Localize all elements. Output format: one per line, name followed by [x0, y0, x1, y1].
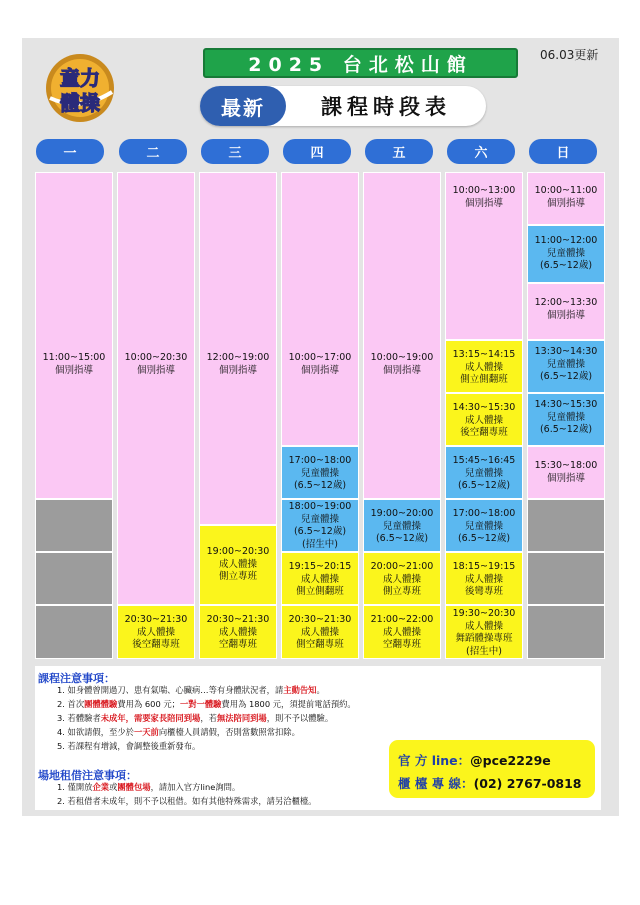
course-notes-title: 課程注意事項： — [38, 672, 115, 685]
schedule-slot: 14:30~15:30 兒童體操 (6.5~12歲) — [527, 393, 605, 446]
schedule-slot: 10:00~13:00 個別指導 — [445, 172, 523, 340]
day-header-thu: 四 — [283, 139, 351, 164]
update-date: 06.03更新 — [540, 48, 599, 62]
schedule-slot: 19:00~20:00 兒童體操 (6.5~12歲) — [363, 499, 441, 552]
schedule-slot: 20:30~21:30 成人體操 後空翻專班 — [117, 605, 195, 659]
schedule-slot: 10:00~11:00 個別指導 — [527, 172, 605, 225]
course-note-4: 4. 如欲請假，至少於一天前向櫃檯人員請假，否則當數照常扣除。 — [57, 727, 300, 737]
schedule-slot: 19:15~20:15 成人體操 側立側翻班 — [281, 552, 359, 605]
schedule-slot: 19:30~20:30 成人體操 舞蹈體操專班 (招生中) — [445, 605, 523, 659]
closed-slot — [35, 552, 113, 605]
schedule-slot: 20:30~21:30 成人體操 空翻專班 — [199, 605, 277, 659]
schedule-slot: 19:00~20:30 成人體操 側立專班 — [199, 525, 277, 605]
day-header-sun: 日 — [529, 139, 597, 164]
schedule-slot: 14:30~15:30 成人體操 後空翻專班 — [445, 393, 523, 446]
schedule-slot: 20:30~21:30 成人體操 側空翻專班 — [281, 605, 359, 659]
svg-text:體操: 體操 — [60, 91, 100, 115]
schedule-slot: 20:00~21:00 成人體操 側立專班 — [363, 552, 441, 605]
venue-notes-title: 場地租借注意事項： — [38, 769, 137, 782]
schedule-slot: 18:15~19:15 成人體操 後彎專班 — [445, 552, 523, 605]
subtitle-badge: 最新 — [200, 86, 286, 126]
course-note-5: 5. 若課程有增減，會調整後重新發布。 — [57, 741, 201, 751]
closed-slot — [35, 499, 113, 552]
closed-slot — [527, 499, 605, 552]
schedule-slot: 21:00~22:00 成人體操 空翻專班 — [363, 605, 441, 659]
schedule-slot: 10:00~19:00 個別指導 — [363, 172, 441, 499]
venue-note-1: 1. 僅開放企業或團體包場，請加入官方line詢問。 — [57, 782, 241, 792]
day-header-wed: 三 — [201, 139, 269, 164]
front-desk-phone: 櫃 檯 專 線：(02) 2767-0818 — [398, 776, 582, 791]
official-line-id: 官 方 line：@pce2229e — [398, 753, 551, 768]
course-note-2: 2. 首次團體體驗費用為 600 元；一對一體驗費用為 1800 元，須提前電話預約。 — [57, 699, 356, 709]
schedule-slot: 11:00~12:00 兒童體操 (6.5~12歲) — [527, 225, 605, 283]
brand-logo — [40, 52, 120, 124]
schedule-slot: 15:45~16:45 兒童體操 (6.5~12歲) — [445, 446, 523, 499]
schedule-slot: 18:00~19:00 兒童體操 (6.5~12歲) (招生中) — [281, 499, 359, 552]
schedule-slot: 12:00~19:00 個別指導 — [199, 172, 277, 525]
day-header-sat: 六 — [447, 139, 515, 164]
day-header-fri: 五 — [365, 139, 433, 164]
schedule-slot: 11:00~15:00 個別指導 — [35, 172, 113, 499]
subtitle: 課程時段表 — [321, 95, 451, 119]
schedule-slot: 12:00~13:30 個別指導 — [527, 283, 605, 340]
schedule-slot: 13:15~14:15 成人體操 側立側翻班 — [445, 340, 523, 393]
schedule-slot: 15:30~18:00 個別指導 — [527, 446, 605, 499]
closed-slot — [527, 605, 605, 659]
closed-slot — [35, 605, 113, 659]
page-title: 2025 台北松山館 — [203, 48, 518, 78]
svg-text:童力: 童力 — [60, 66, 100, 90]
schedule-slot: 10:00~17:00 個別指導 — [281, 172, 359, 446]
schedule-slot: 10:00~20:30 個別指導 — [117, 172, 195, 605]
venue-note-2: 2. 若租借者未成年，則不予以租借。如有其他特殊需求，請另洽櫃檯。 — [57, 796, 317, 806]
day-header-tue: 二 — [119, 139, 187, 164]
schedule-slot: 17:00~18:00 兒童體操 (6.5~12歲) — [281, 446, 359, 499]
course-note-1: 1. 如身體曾開過刀、患有氣喘、心臟病…等有身體狀況者，請主動告知。 — [57, 685, 325, 695]
closed-slot — [527, 552, 605, 605]
schedule-slot: 13:30~14:30 兒童體操 (6.5~12歲) — [527, 340, 605, 393]
course-note-3: 3. 若體驗者未成年，需要家長陪同到場，若無法陪同到場，則不予以體驗。 — [57, 713, 334, 723]
day-header-mon: 一 — [36, 139, 104, 164]
schedule-slot: 17:00~18:00 兒童體操 (6.5~12歲) — [445, 499, 523, 552]
